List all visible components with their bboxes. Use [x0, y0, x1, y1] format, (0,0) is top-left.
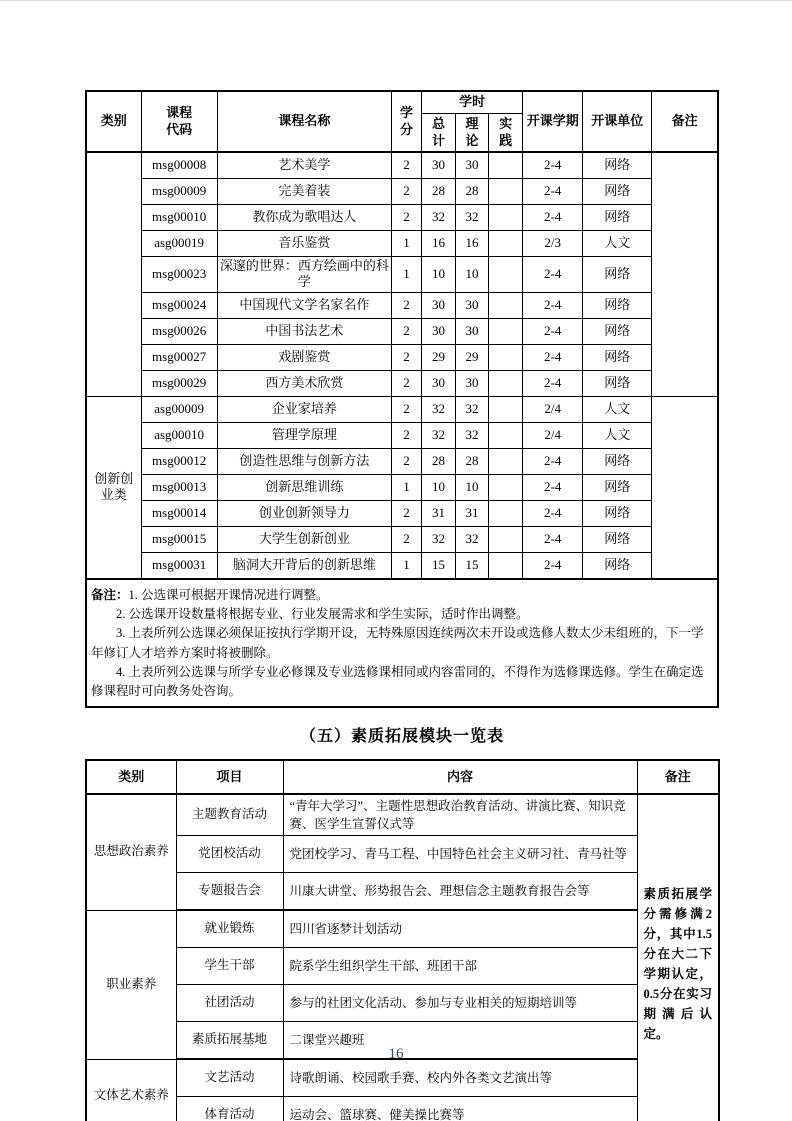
hours-theory-cell: 32 [456, 422, 489, 448]
course-name-cell: 西方美术欣赏 [217, 370, 391, 396]
hours-theory-cell: 32 [456, 526, 489, 552]
credits-cell: 2 [391, 344, 421, 370]
course-name-cell: 管理学原理 [217, 422, 391, 448]
hours-theory-cell: 30 [456, 152, 489, 179]
col-header-hours-total: 总计 [421, 114, 455, 153]
item-cell: 文艺活动 [176, 1059, 283, 1097]
hours-practice-cell [489, 370, 523, 396]
hours-total-cell: 30 [421, 292, 455, 318]
semester-cell: 2-4 [523, 152, 583, 179]
course-row [86, 396, 718, 422]
note-line-2: 2. 公选课开设数量将根据专业、行业发展需求和学生实际，适时作出调整。 [116, 606, 529, 621]
item-cell: 主题教育活动 [176, 794, 283, 836]
unit-cell: 网络 [583, 205, 652, 231]
item-cell: 党团校活动 [176, 836, 283, 873]
quality-row [86, 948, 719, 985]
credits-cell: 2 [391, 318, 421, 344]
course-table-notes [86, 579, 718, 707]
course-name-cell: 创新思维训练 [217, 474, 391, 500]
course-name-cell: 创造性思维与创新方法 [217, 448, 391, 474]
credits-cell: 2 [391, 205, 421, 231]
course-name-cell: 脑洞大开背后的创新思维 [217, 552, 391, 579]
col-header-category2: 类别 [86, 760, 176, 794]
unit-cell: 人文 [583, 231, 652, 257]
hours-theory-cell: 28 [456, 448, 489, 474]
course-code-cell: msg00024 [141, 292, 217, 318]
course-name-cell: 中国书法艺术 [217, 318, 391, 344]
hours-theory-cell: 10 [456, 474, 489, 500]
semester-cell: 2-4 [523, 448, 583, 474]
course-name-cell: 大学生创新创业 [217, 526, 391, 552]
table1-notes-cell [86, 579, 718, 707]
item-cell: 素质拓展基地 [176, 1022, 283, 1060]
section-title: （五）素质拓展模块一览表 [299, 727, 504, 745]
credits-cell: 2 [391, 448, 421, 474]
category-cell: 创新创业类 [86, 396, 141, 579]
credits-cell: 2 [391, 370, 421, 396]
hours-theory-cell: 30 [456, 370, 489, 396]
credits-cell: 2 [391, 396, 421, 422]
course-code-cell: msg00010 [141, 205, 217, 231]
semester-cell: 2/4 [523, 396, 583, 422]
course-code-cell: msg00014 [141, 500, 217, 526]
hours-practice-cell [489, 474, 523, 500]
hours-total-cell: 31 [421, 500, 455, 526]
hours-total-cell: 32 [421, 205, 455, 231]
hours-total-cell: 28 [421, 179, 455, 205]
hours-total-cell: 10 [421, 257, 455, 293]
content-cell: 院系学生组织学生干部、班团干部 [283, 948, 637, 985]
semester-cell: 2-4 [523, 257, 583, 293]
course-code-cell: asg00009 [141, 396, 217, 422]
semester-cell: 2-4 [523, 344, 583, 370]
content-cell: 运动会、篮球赛、健美操比赛等 [283, 1097, 637, 1121]
col-header-code: 课程代码 [141, 91, 217, 152]
hours-practice-cell [489, 318, 523, 344]
hours-practice-cell [489, 231, 523, 257]
semester-cell: 2-4 [523, 500, 583, 526]
page-number: 16 [388, 1046, 404, 1062]
hours-total-cell: 30 [421, 318, 455, 344]
col-header-content: 内容 [283, 760, 637, 794]
hours-total-cell: 32 [421, 526, 455, 552]
course-name-cell: 戏剧鉴赏 [217, 344, 391, 370]
credits-cell: 1 [391, 231, 421, 257]
hours-total-cell: 10 [421, 474, 455, 500]
course-row [86, 318, 718, 344]
note-line-1 [91, 586, 709, 605]
col-header-hours-theory: 理论 [456, 114, 489, 153]
hours-total-cell: 30 [421, 152, 455, 179]
hours-practice-cell [489, 552, 523, 579]
hours-theory-cell: 30 [456, 318, 489, 344]
quality-row [86, 794, 719, 836]
unit-cell: 网络 [583, 474, 652, 500]
item-cell: 专题报告会 [176, 873, 283, 911]
hours-practice-cell [489, 500, 523, 526]
credits-cell: 2 [391, 526, 421, 552]
unit-cell: 网络 [583, 318, 652, 344]
content-cell: 诗歌朗诵、校园歌手赛、校内外各类文艺演出等 [283, 1059, 637, 1097]
quality-row [86, 910, 719, 948]
category-cell: 文体艺术素养 [86, 1059, 176, 1121]
col-header-remark2: 备注 [637, 760, 719, 794]
hours-theory-cell: 29 [456, 344, 489, 370]
col-header-remark: 备注 [652, 91, 718, 152]
semester-cell: 2-4 [523, 318, 583, 344]
note-line-3: 3. 上表所列公选课必须保证按执行学期开设，无特殊原因连续两次未开设或选修人数太少未组班的，下一学年修订人才培养方案时将被删除。 [91, 626, 704, 660]
semester-cell: 2-4 [523, 526, 583, 552]
hours-total-cell: 16 [421, 231, 455, 257]
quality-row [86, 1097, 719, 1121]
col-header-unit: 开课单位 [583, 91, 652, 152]
course-row [86, 474, 718, 500]
course-code-cell: msg00031 [141, 552, 217, 579]
remark-cell [652, 396, 718, 579]
course-row [86, 205, 718, 231]
course-table-header [86, 91, 718, 152]
credits-cell: 2 [391, 422, 421, 448]
course-code-cell: msg00008 [141, 152, 217, 179]
notes-label: 备注： [91, 587, 129, 602]
unit-cell: 网络 [583, 526, 652, 552]
hours-theory-cell: 28 [456, 179, 489, 205]
course-name-cell: 完美着装 [217, 179, 391, 205]
course-row [86, 370, 718, 396]
course-row [86, 422, 718, 448]
course-code-cell: msg00012 [141, 448, 217, 474]
course-row [86, 552, 718, 579]
hours-total-cell: 30 [421, 370, 455, 396]
hours-practice-cell [489, 422, 523, 448]
semester-cell: 2-4 [523, 552, 583, 579]
col-header-credits: 学分 [391, 91, 421, 152]
hours-practice-cell [489, 292, 523, 318]
credits-cell: 2 [391, 152, 421, 179]
course-name-cell: 创业创新领导力 [217, 500, 391, 526]
course-name-cell: 深邃的世界：西方绘画中的科学 [217, 257, 391, 293]
semester-cell: 2-4 [523, 370, 583, 396]
item-cell: 社团活动 [176, 985, 283, 1022]
unit-cell: 网络 [583, 152, 652, 179]
hours-practice-cell [489, 448, 523, 474]
hours-practice-cell [489, 257, 523, 293]
hours-theory-cell: 32 [456, 396, 489, 422]
course-code-cell: msg00009 [141, 179, 217, 205]
course-code-cell: msg00029 [141, 370, 217, 396]
quality-table-header [86, 760, 719, 794]
course-row [86, 448, 718, 474]
quality-row [86, 836, 719, 873]
col-header-semester: 开课学期 [523, 91, 583, 152]
semester-cell: 2-4 [523, 474, 583, 500]
unit-cell: 人文 [583, 422, 652, 448]
hours-total-cell: 32 [421, 422, 455, 448]
unit-cell: 网络 [583, 500, 652, 526]
remark-cell: 素质拓展学分需修满2分，其中1.5分在大二下学期认定，0.5分在实习期满后认定。 [637, 794, 719, 1121]
unit-cell: 网络 [583, 344, 652, 370]
hours-theory-cell: 30 [456, 292, 489, 318]
hours-total-cell: 28 [421, 448, 455, 474]
course-row [86, 292, 718, 318]
content-cell: 川康大讲堂、形势报告会、理想信念主题教育报告会等 [283, 873, 637, 911]
content-cell: “青年大学习”、主题性思想政治教育活动、讲演比赛、知识竞赛、医学生宣誓仪式等 [283, 794, 637, 836]
col-header-name: 课程名称 [217, 91, 391, 152]
hours-practice-cell [489, 152, 523, 179]
course-row [86, 152, 718, 179]
item-cell: 体育活动 [176, 1097, 283, 1121]
hours-practice-cell [489, 179, 523, 205]
course-code-cell: msg00015 [141, 526, 217, 552]
credits-cell: 1 [391, 474, 421, 500]
category-cell [86, 152, 141, 396]
col-header-hours: 学时 [421, 91, 522, 114]
col-header-hours-practice: 实践 [489, 114, 523, 153]
hours-practice-cell [489, 205, 523, 231]
content-cell: 党团校学习、青马工程、中国特色社会主义研习社、青马社等 [283, 836, 637, 873]
course-table-body [86, 152, 718, 579]
hours-theory-cell: 16 [456, 231, 489, 257]
hours-practice-cell [489, 526, 523, 552]
course-name-cell: 企业家培养 [217, 396, 391, 422]
hours-total-cell: 15 [421, 552, 455, 579]
semester-cell: 2-4 [523, 292, 583, 318]
course-name-cell: 中国现代文学名家名作 [217, 292, 391, 318]
hours-theory-cell: 31 [456, 500, 489, 526]
semester-cell: 2-4 [523, 179, 583, 205]
course-row [86, 179, 718, 205]
hours-total-cell: 29 [421, 344, 455, 370]
page-content [85, 90, 719, 1121]
content-cell: 四川省逐梦计划活动 [283, 910, 637, 948]
course-row [86, 231, 718, 257]
hours-practice-cell [489, 344, 523, 370]
note-line-4: 4. 上表所列公选课与所学专业必修课及专业选修课相同或内容雷同的，不得作为选修课选修。学生在确定选修课程时可向教务处咨询。 [91, 665, 704, 699]
quality-row [86, 1059, 719, 1097]
course-code-cell: asg00019 [141, 231, 217, 257]
semester-cell: 2-4 [523, 205, 583, 231]
credits-cell: 1 [391, 257, 421, 293]
category-cell: 思想政治素养 [86, 794, 176, 910]
content-cell: 参与的社团文化活动、参加与专业相关的短期培训等 [283, 985, 637, 1022]
semester-cell: 2/3 [523, 231, 583, 257]
quality-row [86, 873, 719, 911]
hours-theory-cell: 32 [456, 205, 489, 231]
credits-cell: 2 [391, 292, 421, 318]
course-row [86, 500, 718, 526]
hours-theory-cell: 15 [456, 552, 489, 579]
item-cell: 学生干部 [176, 948, 283, 985]
content-cell: 二课堂兴趣班 [283, 1022, 637, 1060]
hours-practice-cell [489, 396, 523, 422]
credits-cell: 1 [391, 552, 421, 579]
quality-table-body [86, 794, 719, 1121]
course-row [86, 257, 718, 293]
unit-cell: 网络 [583, 179, 652, 205]
course-code-cell: msg00013 [141, 474, 217, 500]
unit-cell: 人文 [583, 396, 652, 422]
course-code-cell: msg00027 [141, 344, 217, 370]
hours-total-cell: 32 [421, 396, 455, 422]
course-code-cell: msg00026 [141, 318, 217, 344]
semester-cell: 2/4 [523, 422, 583, 448]
course-row [86, 344, 718, 370]
item-cell: 就业锻炼 [176, 910, 283, 948]
unit-cell: 网络 [583, 257, 652, 293]
course-code-cell: asg00010 [141, 422, 217, 448]
note-text-1: 1. 公选课可根据开课情况进行调整。 [128, 587, 329, 602]
hours-theory-cell: 10 [456, 257, 489, 293]
course-row [86, 526, 718, 552]
unit-cell: 网络 [583, 292, 652, 318]
public-elective-course-table [85, 90, 719, 708]
quality-development-table [85, 759, 720, 1121]
unit-cell: 网络 [583, 552, 652, 579]
category-cell: 职业素养 [86, 910, 176, 1059]
unit-cell: 网络 [583, 448, 652, 474]
credits-cell: 2 [391, 179, 421, 205]
unit-cell: 网络 [583, 370, 652, 396]
col-header-item: 项目 [176, 760, 283, 794]
course-name-cell: 音乐鉴赏 [217, 231, 391, 257]
page-top-edge [0, 0, 792, 1]
quality-row [86, 985, 719, 1022]
col-header-category: 类别 [86, 91, 141, 152]
course-name-cell: 教你成为歌唱达人 [217, 205, 391, 231]
course-code-cell: msg00023 [141, 257, 217, 293]
credits-cell: 2 [391, 500, 421, 526]
course-name-cell: 艺术美学 [217, 152, 391, 179]
remark-cell [652, 152, 718, 396]
